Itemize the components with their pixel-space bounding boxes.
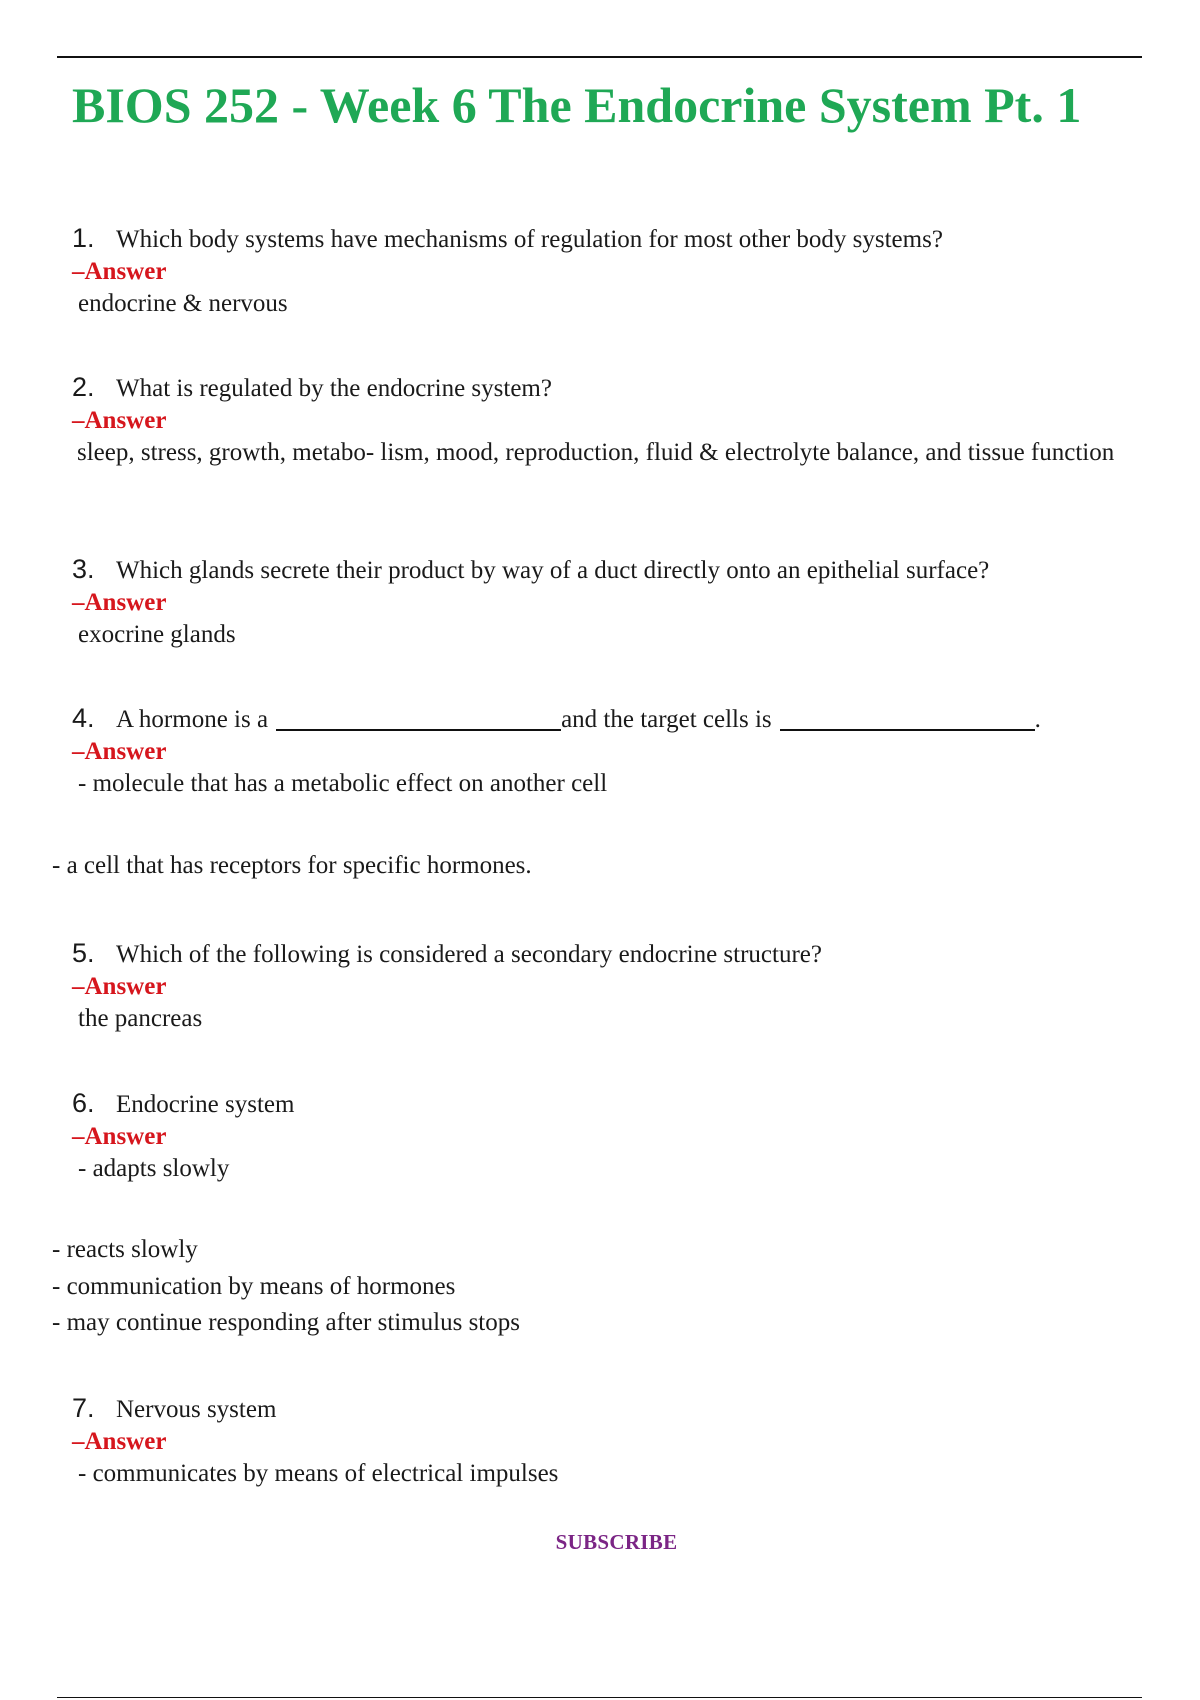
fill-in-blank-1 <box>276 727 561 731</box>
bottom-divider <box>57 1697 1142 1698</box>
fill-in-blank-2 <box>780 727 1035 731</box>
answer-label: –Answer <box>72 258 167 285</box>
answer-label: –Answer <box>72 407 167 434</box>
answer-continuation-list <box>52 1232 520 1342</box>
answer-text: - molecule that has a metabolic effect on another cell <box>78 770 608 797</box>
answer-text: the pancreas <box>78 1005 203 1032</box>
answer-text: sleep, stress, growth, metabo- lism, mood, reproduction, fluid & electrolyte balance, and tissue function <box>77 439 1115 466</box>
question-text-part1: A hormone is a <box>116 706 269 733</box>
question-text: What is regulated by the endocrine system? <box>116 375 552 402</box>
question-text: Which glands secrete their product by way of a duct directly onto an epithelial surface? <box>116 557 990 584</box>
question-number: 5. <box>72 938 95 968</box>
page-title: BIOS 252 - Week 6 The Endocrine System Pt. 1 <box>72 77 1082 133</box>
answer-continuation-line: - may continue responding after stimulus stops <box>52 1309 520 1336</box>
question-7 <box>72 1392 1147 1490</box>
question-2 <box>72 371 1147 469</box>
answer-continuation-line: - communication by means of hormones <box>52 1272 456 1300</box>
question-5 <box>72 937 1147 1035</box>
question-text: Nervous system <box>116 1396 277 1423</box>
question-6 <box>72 1087 1147 1185</box>
answer-continuation-line: - reacts slowly <box>52 1236 198 1263</box>
question-3 <box>72 553 1147 651</box>
answer-continuation-line: - a cell that has receptors for specific hormones. <box>52 852 532 879</box>
question-text: Endocrine system <box>116 1091 295 1118</box>
question-number: 6. <box>72 1088 95 1118</box>
answer-text: exocrine glands <box>78 621 236 648</box>
answer-label: –Answer <box>72 973 167 1000</box>
answer-text: endocrine & nervous <box>78 290 288 317</box>
answer-text: - communicates by means of electrical impulses <box>78 1460 559 1487</box>
answer-text: - adapts slowly <box>78 1155 230 1182</box>
question-number: 4. <box>72 703 95 733</box>
answer-label: –Answer <box>72 1123 167 1150</box>
question-text: Which of the following is considered a secondary endocrine structure? <box>116 941 822 968</box>
top-divider <box>57 56 1142 58</box>
answer-label: –Answer <box>72 1428 167 1455</box>
question-text: Which body systems have mechanisms of regulation for most other body systems? <box>116 226 943 253</box>
question-1 <box>72 222 1147 320</box>
question-text-end: . <box>1034 706 1041 733</box>
answer-continuation-list <box>52 848 532 885</box>
question-number: 1. <box>72 223 95 253</box>
question-4 <box>72 702 1147 800</box>
question-number: 7. <box>72 1393 95 1423</box>
answer-label: –Answer <box>72 589 167 616</box>
subscribe-link[interactable]: SUBSCRIBE <box>555 1530 678 1554</box>
question-text-part2: and the target cells is <box>561 706 772 733</box>
question-number: 3. <box>72 554 95 584</box>
answer-label: –Answer <box>72 738 167 765</box>
question-number: 2. <box>72 372 95 402</box>
